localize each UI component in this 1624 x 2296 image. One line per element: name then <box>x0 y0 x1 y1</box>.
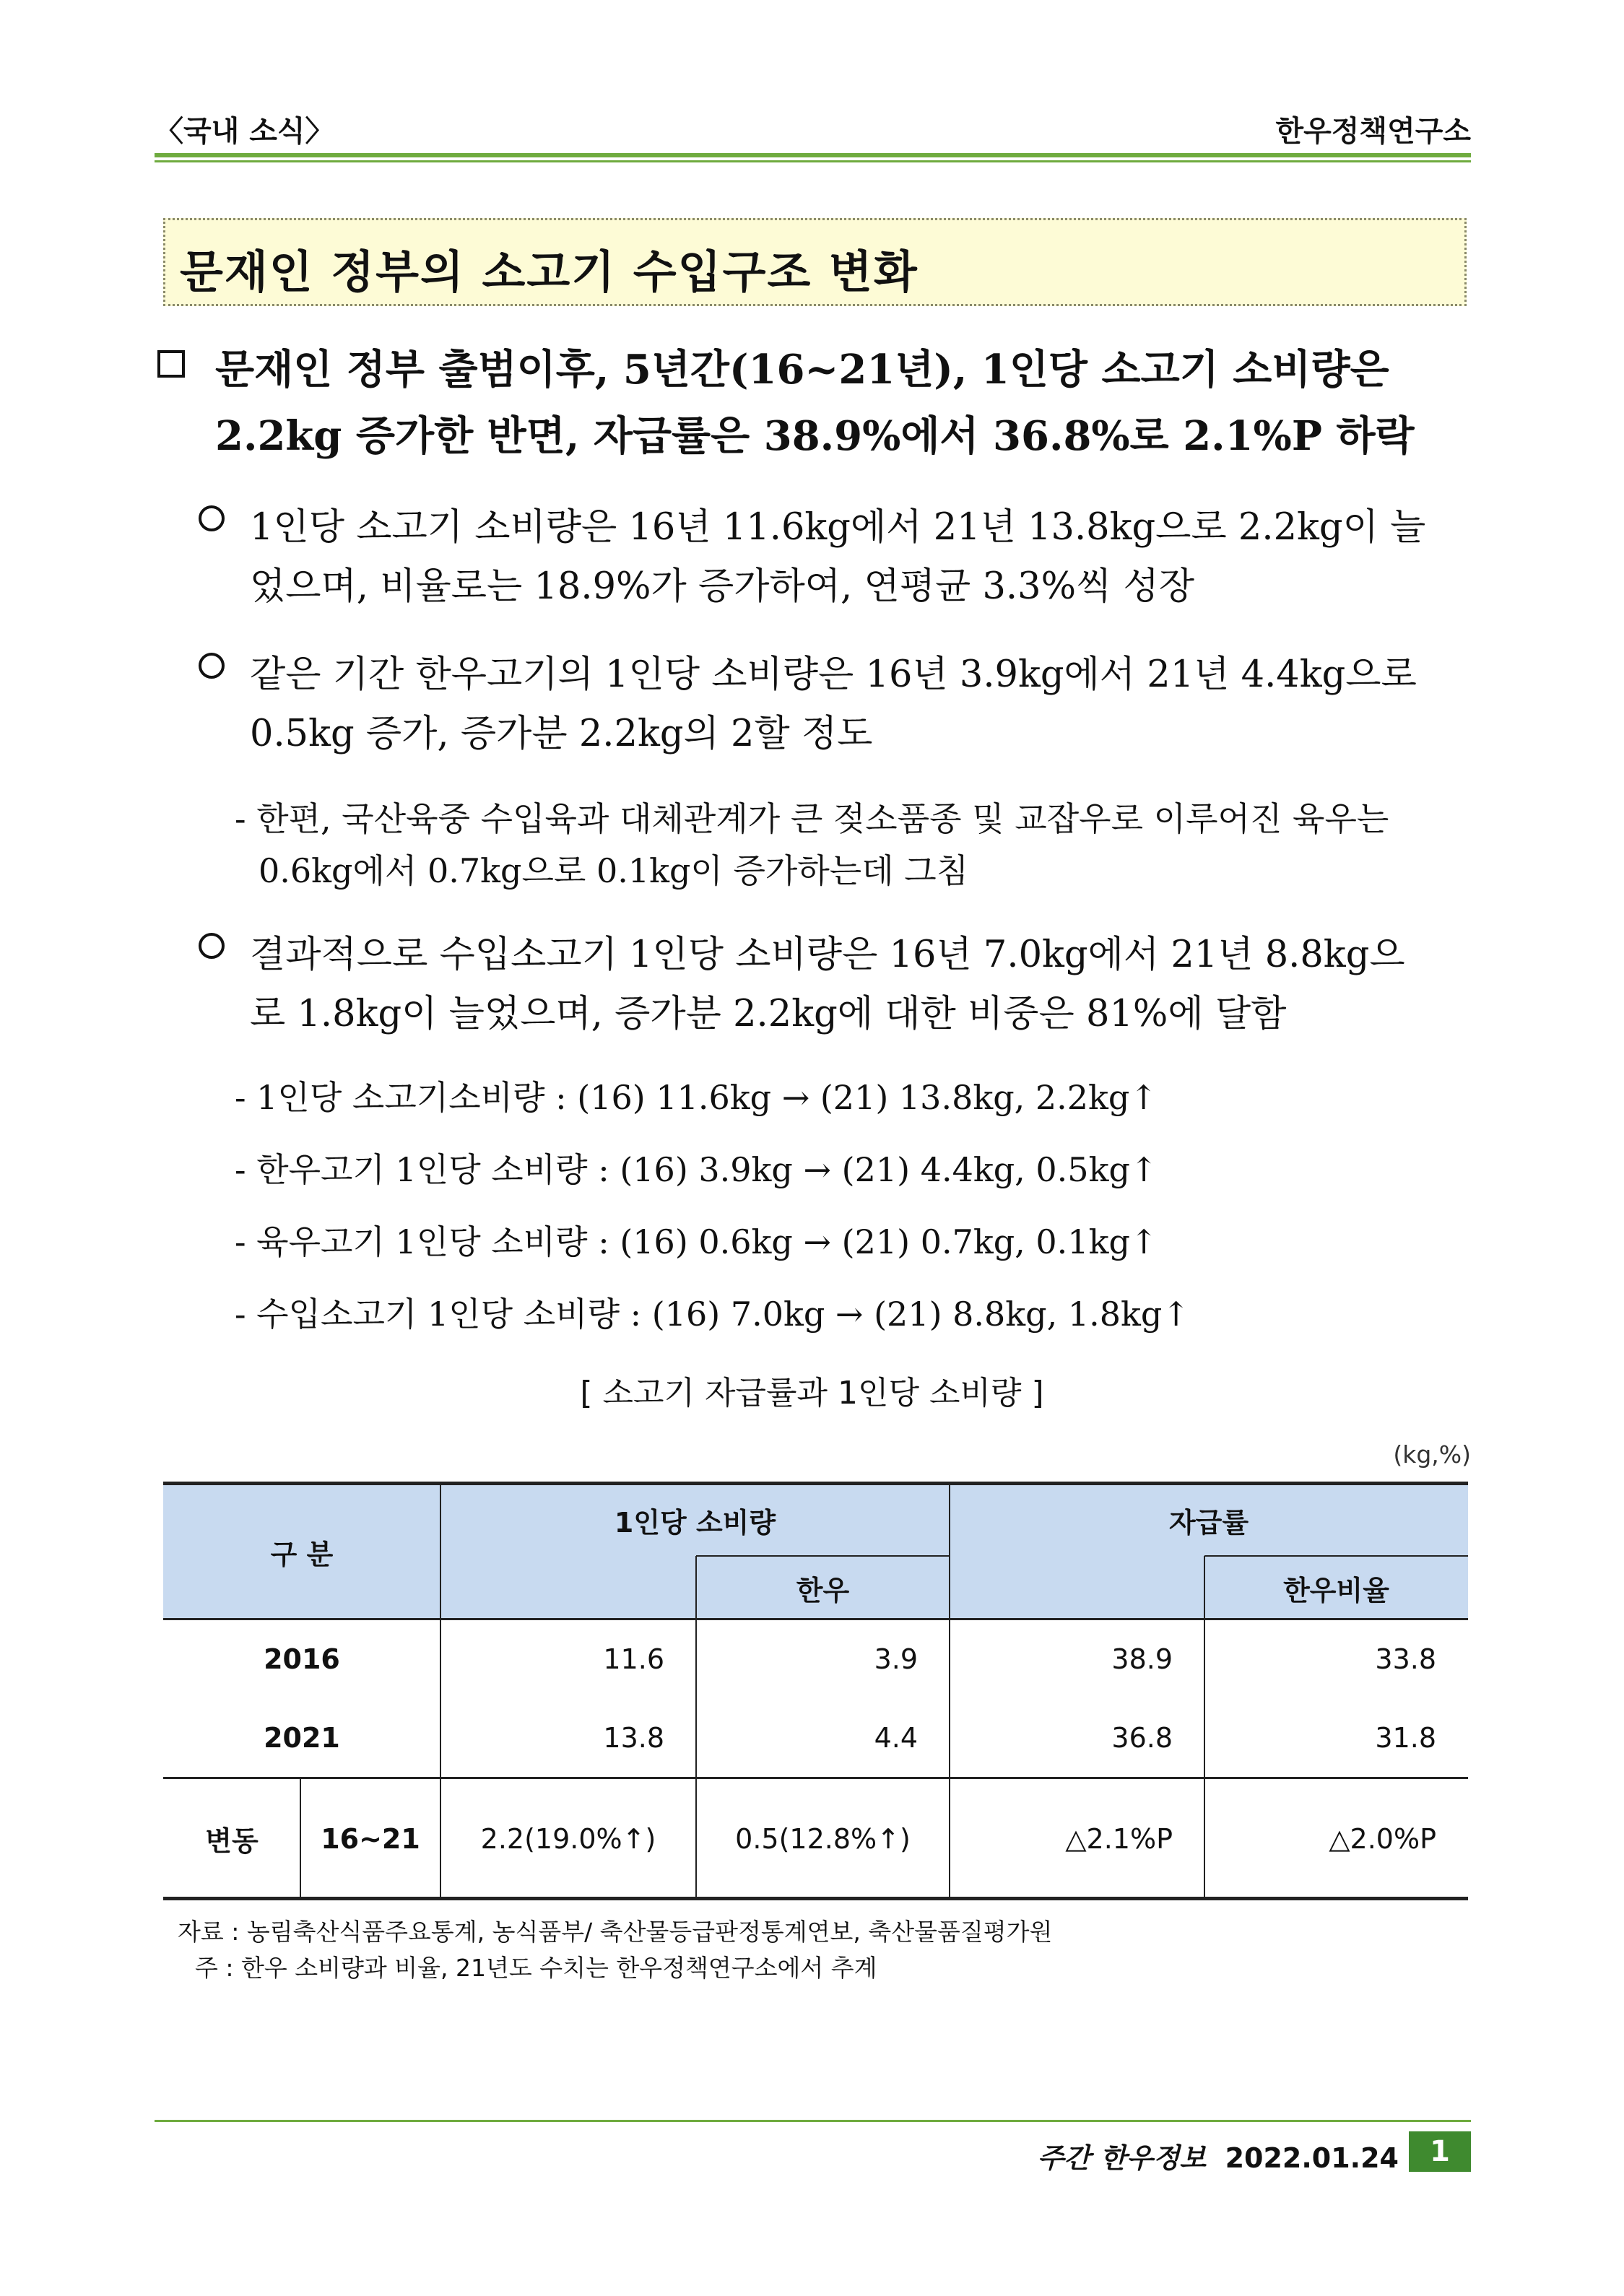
cell-hanwoo-ratio: 33.8 <box>1375 1643 1436 1675</box>
bullet-1-line-1: 1인당 소고기 소비량은 16년 11.6kg에서 21년 13.8kg으로 2.2kg이 늘 <box>250 506 1426 549</box>
table-change-border <box>163 1777 1468 1779</box>
cell-self-sufficiency: 36.8 <box>1111 1722 1173 1754</box>
table-divider <box>1204 1555 1468 1557</box>
table-bottom-border <box>163 1897 1468 1900</box>
header-hanwoo-label: 한우 <box>796 1574 850 1606</box>
circle-bullet-icon <box>199 933 225 959</box>
section-label: 〈국내 소식〉 <box>155 115 334 148</box>
table-divider <box>949 1484 950 1899</box>
table-divider <box>696 1555 950 1557</box>
bullet-1-line-2: 었으며, 비율로는 18.9%가 증가하여, 연평균 3.3%씩 성장 <box>250 565 1195 608</box>
cell-self-sufficiency: 38.9 <box>1111 1643 1173 1675</box>
table-divider <box>300 1778 301 1899</box>
table-divider <box>1204 1556 1205 1899</box>
change-consumption: 2.2(19.0%↑) <box>480 1822 656 1855</box>
header-consumption-label: 1인당 소비량 <box>614 1506 776 1539</box>
cell-consumption: 13.8 <box>603 1722 664 1754</box>
remark-note: 주 : 한우 소비량과 비율, 21년도 수치는 한우정책연구소에서 추계 <box>195 1954 877 1982</box>
change-hanwoo-ratio: △2.0%P <box>1329 1822 1436 1855</box>
circle-bullet-icon <box>199 653 225 679</box>
row-year: 2021 <box>264 1722 340 1754</box>
bullet-2-line-1: 같은 기간 한우고기의 1인당 소비량은 16년 3.9kg에서 21년 4.4kg으로 <box>250 653 1417 696</box>
header-rule-thin <box>155 160 1471 162</box>
page-footer <box>867 2131 1471 2172</box>
header-self-sufficiency-label: 자급률 <box>1168 1506 1249 1539</box>
cell-hanwoo: 4.4 <box>874 1722 918 1754</box>
table-top-border <box>163 1482 1468 1485</box>
header-hanwoo-ratio <box>1204 1556 1468 1619</box>
organization-name: 한우정책연구소 <box>1275 115 1471 148</box>
sub-note-line-2: 0.6kg에서 0.7kg으로 0.1kg이 증가하는데 그침 <box>259 851 969 890</box>
lead-line-2: 2.2kg 증가한 반면, 자급률은 38.9%에서 36.8%로 2.1%P 하락 <box>215 412 1415 460</box>
header-consumption <box>440 1484 950 1556</box>
lead-line-1: 문재인 정부 출범이후, 5년간(16~21년), 1인당 소고기 소비량은 <box>215 346 1389 393</box>
square-bullet-icon <box>157 350 185 378</box>
data-table <box>163 1484 1468 1899</box>
table-divider <box>440 1484 441 1899</box>
bullet-2-line-2: 0.5kg 증가, 증가분 2.2kg의 2할 정도 <box>250 713 873 755</box>
change-period: 16~21 <box>321 1822 420 1855</box>
footer-rule <box>155 2120 1471 2122</box>
header-category-label: 구 분 <box>270 1538 334 1570</box>
cell-consumption: 11.6 <box>603 1643 664 1675</box>
summary-line: - 1인당 소고기소비량 : (16) 11.6kg → (21) 13.8kg, 2.2kg↑ <box>235 1078 1158 1117</box>
circle-bullet-icon <box>199 505 225 531</box>
change-label: 변동 <box>205 1825 259 1857</box>
row-year: 2016 <box>264 1643 340 1675</box>
table-header-border <box>163 1618 1468 1620</box>
change-hanwoo: 0.5(12.8%↑) <box>735 1822 911 1855</box>
footer-publication <box>1038 2136 1399 2175</box>
cell-hanwoo: 3.9 <box>874 1643 918 1675</box>
sub-note-line-1: - 한편, 국산육중 수입육과 대체관계가 큰 젖소품종 및 교잡우로 이루어진 육우는 <box>235 799 1389 838</box>
summary-line: - 수입소고기 1인당 소비량 : (16) 7.0kg → (21) 8.8kg, 1.8kg↑ <box>235 1295 1190 1334</box>
header-hanwoo <box>696 1556 950 1619</box>
article-title: 문재인 정부의 소고기 수입구조 변화 <box>180 245 919 298</box>
article-title-box <box>163 218 1467 306</box>
summary-line: - 육우고기 1인당 소비량 : (16) 0.6kg → (21) 0.7kg, 0.1kg↑ <box>235 1222 1158 1261</box>
bullet-3-line-1: 결과적으로 수입소고기 1인당 소비량은 16년 7.0kg에서 21년 8.8kg으 <box>250 934 1405 976</box>
source-note: 자료 : 농림축산식품주요통계, 농식품부/ 축산물등급판정통계연보, 축산물품질평가원 <box>178 1918 1053 1946</box>
header-self-sufficiency <box>950 1484 1468 1556</box>
change-self-sufficiency: △2.1%P <box>1065 1822 1173 1855</box>
header-hanwoo-ratio-label: 한우비율 <box>1283 1574 1389 1606</box>
table-divider <box>695 1556 697 1899</box>
publication-name: 주간 한우정보 <box>1037 2142 1207 2174</box>
table-caption: [ 소고기 자급률과 1인당 소비량 ] <box>580 1375 1044 1412</box>
unit-label: (kg,%) <box>1393 1440 1471 1469</box>
issue-date: 2022.01.24 <box>1225 2142 1399 2174</box>
header-self-sufficiency-total <box>950 1556 1204 1619</box>
bullet-3-line-2: 로 1.8kg이 늘었으며, 증가분 2.2kg에 대한 비중은 81%에 달함 <box>250 993 1287 1035</box>
header-rule <box>155 153 1471 157</box>
page-header <box>155 108 1471 152</box>
header-consumption-total <box>440 1556 696 1619</box>
header-category <box>163 1484 440 1619</box>
cell-hanwoo-ratio: 31.8 <box>1375 1722 1436 1754</box>
page-number: 1 <box>1409 2131 1471 2172</box>
summary-line: - 한우고기 1인당 소비량 : (16) 3.9kg → (21) 4.4kg, 0.5kg↑ <box>235 1150 1158 1189</box>
